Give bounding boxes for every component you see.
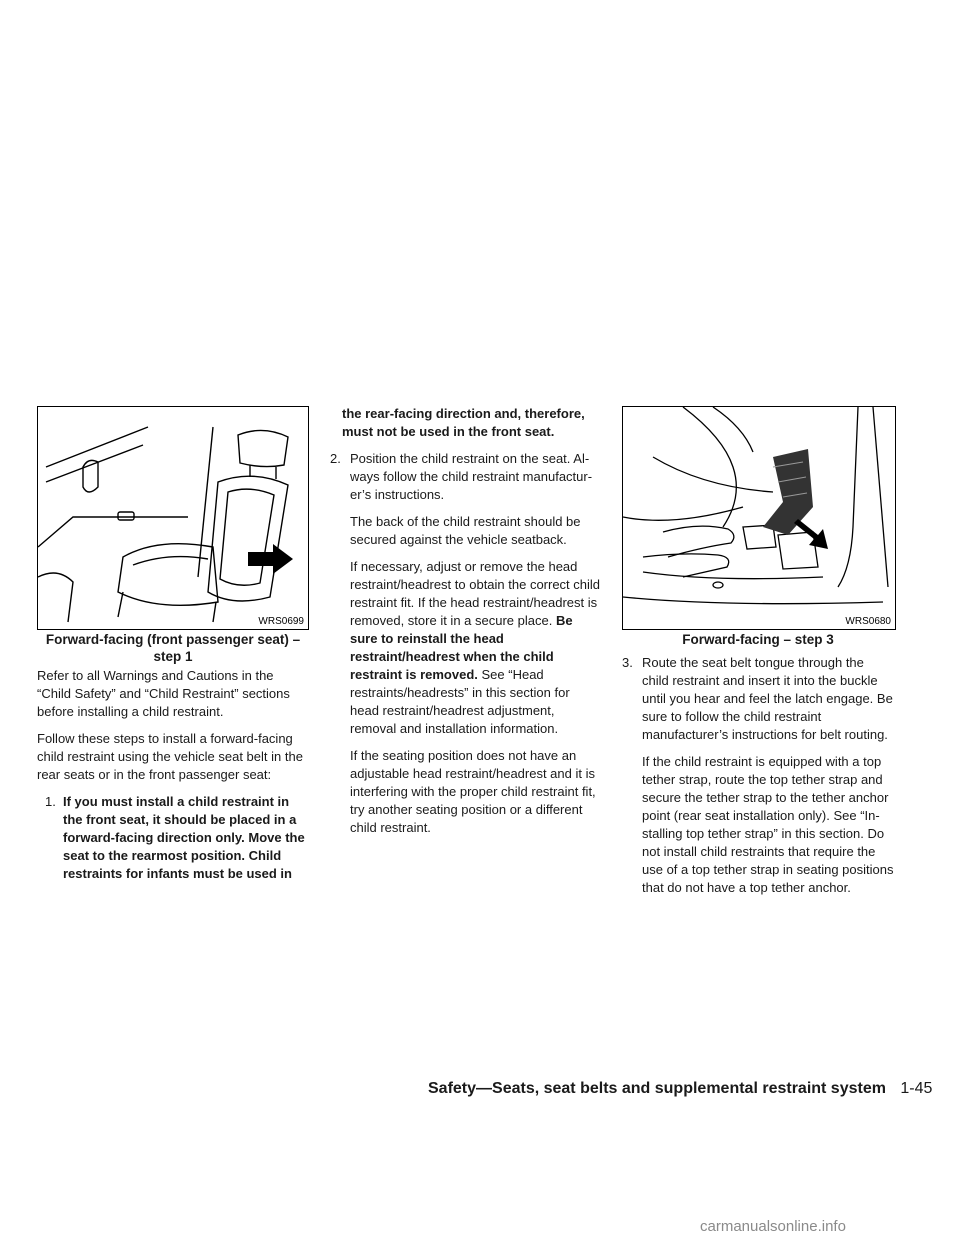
figure-id: WRS0699: [258, 616, 304, 627]
step-3: [622, 654, 894, 897]
belt-illustration: [623, 407, 895, 629]
step-2-paragraph-4: If the seating position does not have an adjustable head restraint/headrest and it is interfering with the proper child restraint fit, try another seating position or a different child restraint.: [350, 748, 596, 835]
step-2-text: Position the child restraint on the seat. Always follow the child restraint manufacturer’s instructions.: [350, 451, 593, 502]
step-2: [330, 450, 602, 837]
step-number: 1.: [45, 794, 56, 809]
intro-paragraph: Refer to all Warnings and Cautions in the “Child Safety” and “Child Restraint” sections before installing a child restraint.: [37, 668, 290, 719]
column-2: [330, 405, 602, 846]
step-2-paragraph-3: If necessary, adjust or remove the head restraint/headrest to obtain the correct child restraint fit. If the head restraint/headrest is removed, store it in a secure place. Be sure to reinstall the head restraint/headrest when the child restraint is removed. See “Head restraints/headrests” in this section for head restraint/headrest adjustment, removal and installation information.: [350, 559, 601, 736]
step-3-text: Route the seat belt tongue through the child restraint and insert it into the buckle until you hear and feel the latch engage. Be sure to follow the child restraint manufacturer’s instructions for belt routing.: [642, 655, 893, 742]
step-3-paragraph-2: If the child restraint is equipped with a top tether strap, route the top tether strap and secure the tether strap to the tether anchor point (rear seat installation only). See “Installing top tether strap” in this section. Do not install child restraints that require the use of a top tether strap in seating positions that do not have a top tether anchor.: [642, 754, 894, 895]
step-number: 2.: [330, 451, 341, 466]
seat-illustration: [38, 407, 308, 629]
steps-intro-paragraph: Follow these steps to install a forward-facing child restraint using the vehicle seat belt in the rear seats or in the front passenger seat:: [37, 731, 303, 782]
step-1: [37, 793, 309, 883]
step-number: 3.: [622, 655, 633, 670]
watermark-link[interactable]: carmanualsonline.info: [700, 1218, 846, 1235]
figure-front-seat: [37, 406, 309, 630]
step-1-continued: the rear-facing direction and, therefore, must not be used in the front seat.: [342, 406, 585, 439]
forward-arrow: [248, 544, 293, 574]
figure-caption: Forward-facing (front passenger seat) – step 1: [45, 632, 301, 664]
direction-arrow: [794, 519, 828, 549]
column-3: [622, 654, 894, 906]
figure-id: WRS0680: [845, 616, 891, 627]
step-1-text: If you must install a child restraint in the front seat, it should be placed in a forward-facing direction only. Move the seat to the rearmost position. Child restraints for infants must be used in: [63, 794, 305, 881]
figure-caption: Forward-facing – step 3: [682, 632, 834, 647]
step-2-paragraph-2: The back of the child restraint should be secured against the vehicle seatback.: [350, 514, 581, 547]
page-number: 1-45: [900, 1080, 933, 1097]
section-title: Safety—Seats, seat belts and supplemental restraint system: [428, 1080, 886, 1097]
column-1: [37, 667, 309, 883]
page-footer: [428, 1080, 932, 1098]
figure-seat-belt-routing: [622, 406, 896, 630]
